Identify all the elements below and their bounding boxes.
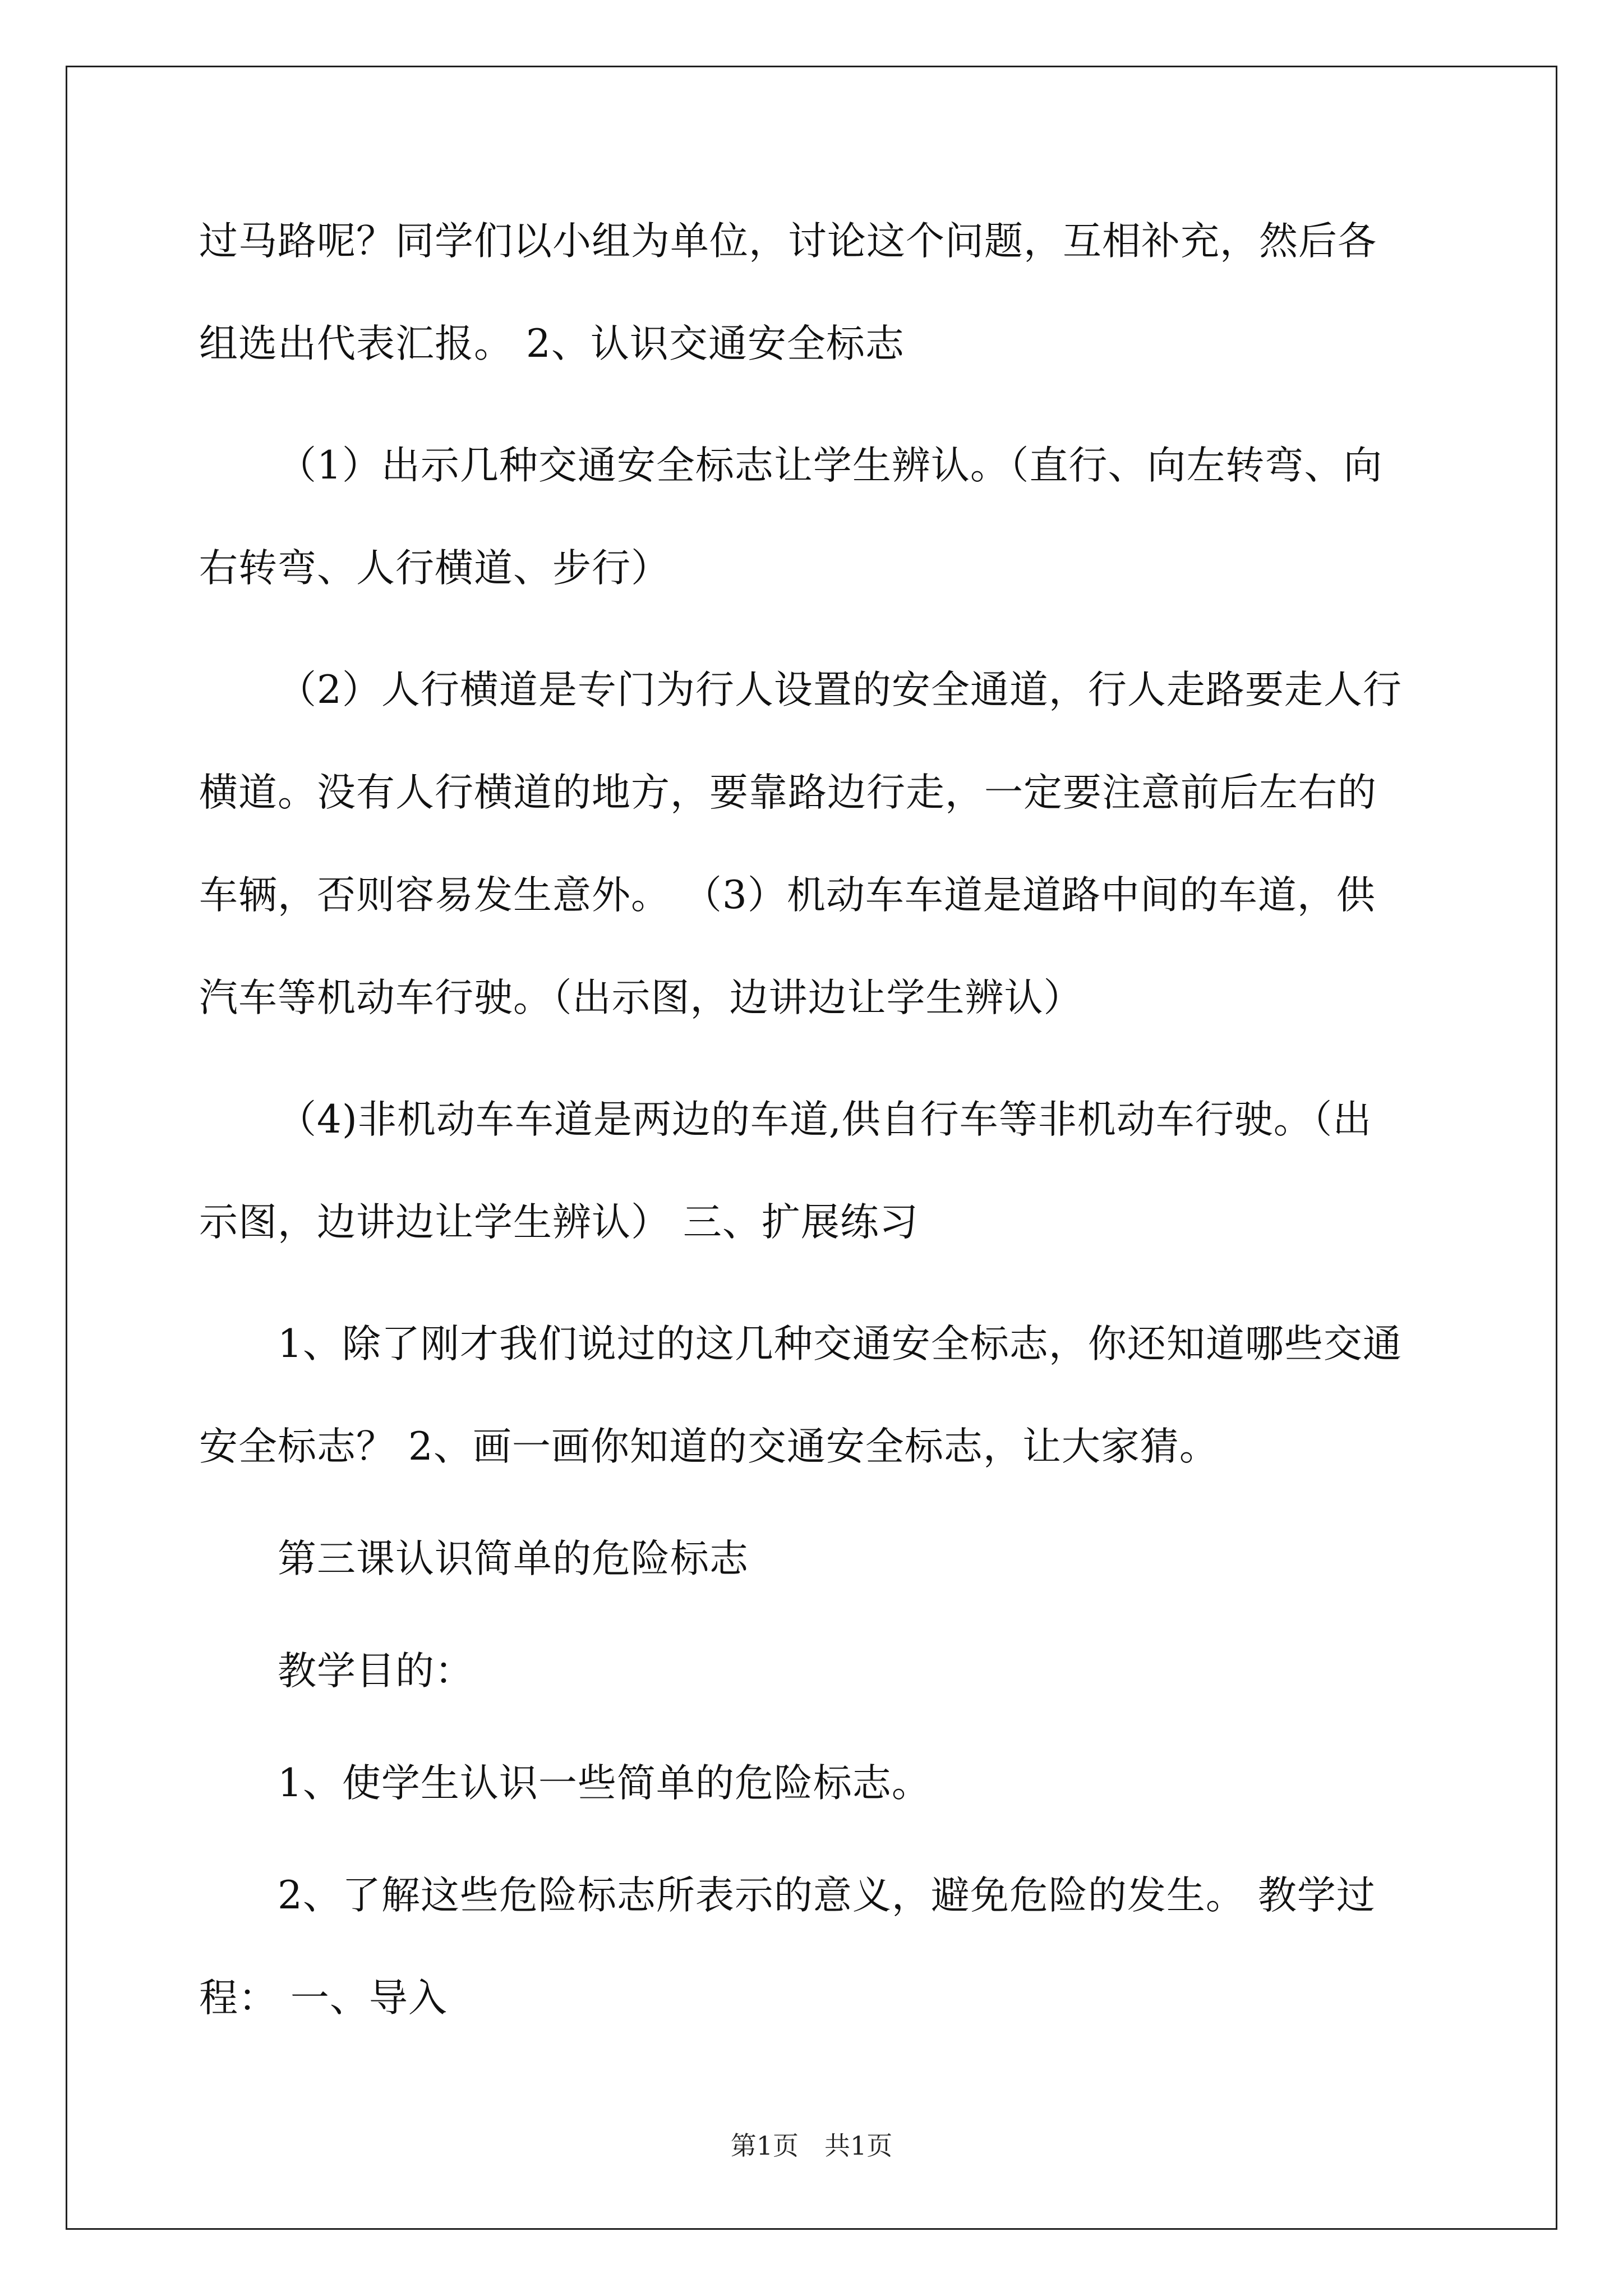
paragraph-line: 安全标志？ 2、画一画你知道的交通安全标志，让大家猜。 [199,1424,1219,1469]
paragraph-line: 右转弯、人行横道、步行） [199,546,670,591]
lesson-title: 第三课认识简单的危险标志 [278,1536,749,1581]
paragraph-line: 车辆，否则容易发生意外。 （3）机动车车道是道路中间的车道，供 [199,873,1376,918]
paragraph-line: 程： 一、导入 [199,1976,448,2021]
paragraph-line: （2）人行横道是专门为行人设置的安全通道，行人走路要走人行 [278,668,1402,712]
paragraph-line: 汽车等机动车行驶。（出示图，边讲边让学生辨认） [199,976,1083,1020]
page-footer: 第1页 共1页 [730,2131,893,2161]
paragraph-line: 1、使学生认识一些简单的危险标志。 [278,1761,931,1806]
paragraph-line: 1、除了刚才我们说过的这几种交通安全标志，你还知道哪些交通 [278,1322,1402,1366]
section-heading: 教学目的： [278,1649,474,1694]
paragraph-line: （1）出示几种交通安全标志让学生辨认。（直行、向左转弯、向 [278,443,1383,488]
paragraph-line: 示图，边讲边让学生辨认） 三、扩展练习 [199,1200,919,1245]
paragraph-line: 2、了解这些危险标志所表示的意义，避免危险的发生。 教学过 [278,1873,1376,1918]
paragraph-line: 过马路呢？同学们以小组为单位，讨论这个问题，互相补充，然后各 [199,219,1377,264]
paragraph-line: 横道。没有人行横道的地方，要靠路边行走，一定要注意前后左右的 [199,770,1377,815]
paragraph-line: 组选出代表汇报。 2、认识交通安全标志 [199,321,905,366]
paragraph-line: （4)非机动车车道是两边的车道,供自行车等非机动车行驶。（出 [278,1097,1372,1142]
